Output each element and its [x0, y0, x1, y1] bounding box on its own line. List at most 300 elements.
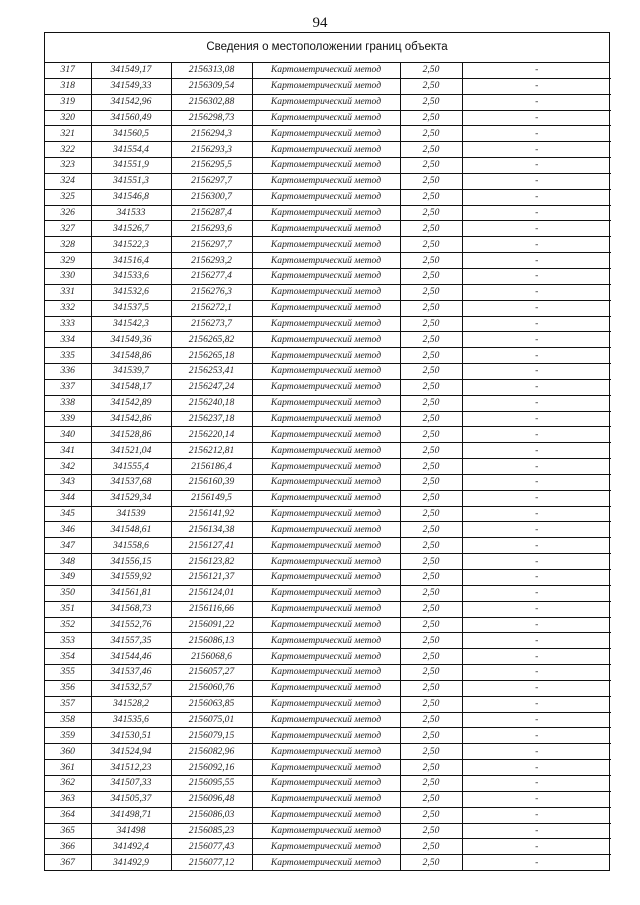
table-row: [45, 744, 611, 760]
y-coordinate-cell: 2156141,92: [171, 506, 252, 522]
method-cell: Картометрический метод: [252, 538, 400, 554]
point-number-cell: 328: [45, 237, 91, 253]
table-row: [45, 791, 611, 807]
x-coordinate-cell: 341537,46: [91, 665, 171, 681]
table-row: [45, 142, 611, 158]
point-number-cell: 356: [45, 680, 91, 696]
x-coordinate-cell: 341516,4: [91, 253, 171, 269]
accuracy-cell: 2,50: [400, 633, 462, 649]
method-cell: Картометрический метод: [252, 427, 400, 443]
x-coordinate-cell: 341555,4: [91, 459, 171, 475]
point-number-cell: 360: [45, 744, 91, 760]
method-cell: Картометрический метод: [252, 300, 400, 316]
y-coordinate-cell: 2156294,3: [171, 126, 252, 142]
accuracy-cell: 2,50: [400, 680, 462, 696]
y-coordinate-cell: 2156293,6: [171, 221, 252, 237]
table-row: [45, 379, 611, 395]
x-coordinate-cell: 341535,6: [91, 712, 171, 728]
accuracy-cell: 2,50: [400, 855, 462, 870]
method-cell: Картометрический метод: [252, 649, 400, 665]
point-number-cell: 338: [45, 395, 91, 411]
x-coordinate-cell: 341548,17: [91, 379, 171, 395]
x-coordinate-cell: 341557,35: [91, 633, 171, 649]
x-coordinate-cell: 341539: [91, 506, 171, 522]
accuracy-cell: 2,50: [400, 807, 462, 823]
accuracy-cell: 2,50: [400, 332, 462, 348]
table-row: [45, 205, 611, 221]
point-number-cell: 326: [45, 205, 91, 221]
point-number-cell: 362: [45, 775, 91, 791]
y-coordinate-cell: 2156186,4: [171, 459, 252, 475]
x-coordinate-cell: 341537,68: [91, 474, 171, 490]
accuracy-cell: 2,50: [400, 728, 462, 744]
y-coordinate-cell: 2156293,2: [171, 253, 252, 269]
method-cell: Картометрический метод: [252, 332, 400, 348]
table-row: [45, 490, 611, 506]
point-number-cell: 322: [45, 142, 91, 158]
accuracy-cell: 2,50: [400, 110, 462, 126]
x-coordinate-cell: 341533,6: [91, 268, 171, 284]
point-number-cell: 365: [45, 823, 91, 839]
y-coordinate-cell: 2156077,43: [171, 839, 252, 855]
x-coordinate-cell: 341548,86: [91, 348, 171, 364]
table-row: [45, 855, 611, 870]
accuracy-cell: 2,50: [400, 839, 462, 855]
point-number-cell: 352: [45, 617, 91, 633]
description-cell: -: [462, 443, 611, 459]
y-coordinate-cell: 2156068,6: [171, 649, 252, 665]
table-row: [45, 601, 611, 617]
table-row: [45, 728, 611, 744]
description-cell: -: [462, 791, 611, 807]
method-cell: Картометрический метод: [252, 395, 400, 411]
y-coordinate-cell: 2156309,54: [171, 78, 252, 94]
y-coordinate-cell: 2156077,12: [171, 855, 252, 870]
y-coordinate-cell: 2156265,18: [171, 348, 252, 364]
description-cell: -: [462, 855, 611, 870]
table-row: [45, 554, 611, 570]
accuracy-cell: 2,50: [400, 411, 462, 427]
accuracy-cell: 2,50: [400, 760, 462, 776]
x-coordinate-cell: 341542,3: [91, 316, 171, 332]
description-cell: -: [462, 585, 611, 601]
y-coordinate-cell: 2156095,55: [171, 775, 252, 791]
method-cell: Картометрический метод: [252, 680, 400, 696]
accuracy-cell: 2,50: [400, 791, 462, 807]
table-body: [45, 63, 611, 870]
method-cell: Картометрический метод: [252, 126, 400, 142]
accuracy-cell: 2,50: [400, 522, 462, 538]
y-coordinate-cell: 2156123,82: [171, 554, 252, 570]
y-coordinate-cell: 2156134,38: [171, 522, 252, 538]
point-number-cell: 340: [45, 427, 91, 443]
x-coordinate-cell: 341559,92: [91, 570, 171, 586]
accuracy-cell: 2,50: [400, 775, 462, 791]
accuracy-cell: 2,50: [400, 506, 462, 522]
y-coordinate-cell: 2156313,08: [171, 63, 252, 78]
x-coordinate-cell: 341542,86: [91, 411, 171, 427]
method-cell: Картометрический метод: [252, 158, 400, 174]
y-coordinate-cell: 2156149,5: [171, 490, 252, 506]
table-row: [45, 570, 611, 586]
x-coordinate-cell: 341549,33: [91, 78, 171, 94]
description-cell: -: [462, 395, 611, 411]
method-cell: Картометрический метод: [252, 94, 400, 110]
method-cell: Картометрический метод: [252, 760, 400, 776]
method-cell: Картометрический метод: [252, 839, 400, 855]
method-cell: Картометрический метод: [252, 807, 400, 823]
x-coordinate-cell: 341542,89: [91, 395, 171, 411]
table-row: [45, 158, 611, 174]
table-row: [45, 474, 611, 490]
description-cell: -: [462, 221, 611, 237]
method-cell: Картометрический метод: [252, 855, 400, 870]
y-coordinate-cell: 2156086,13: [171, 633, 252, 649]
description-cell: -: [462, 506, 611, 522]
table-row: [45, 253, 611, 269]
point-number-cell: 336: [45, 364, 91, 380]
accuracy-cell: 2,50: [400, 78, 462, 94]
y-coordinate-cell: 2156121,37: [171, 570, 252, 586]
point-number-cell: 357: [45, 696, 91, 712]
x-coordinate-cell: 341552,76: [91, 617, 171, 633]
y-coordinate-cell: 2156300,7: [171, 189, 252, 205]
accuracy-cell: 2,50: [400, 459, 462, 475]
x-coordinate-cell: 341556,15: [91, 554, 171, 570]
point-number-cell: 361: [45, 760, 91, 776]
point-number-cell: 323: [45, 158, 91, 174]
accuracy-cell: 2,50: [400, 823, 462, 839]
x-coordinate-cell: 341548,61: [91, 522, 171, 538]
table-row: [45, 427, 611, 443]
point-number-cell: 317: [60, 64, 75, 76]
description-cell: -: [462, 411, 611, 427]
point-number-cell: 353: [45, 633, 91, 649]
table-row: [45, 78, 611, 94]
method-cell: Картометрический метод: [252, 823, 400, 839]
table-row: [45, 585, 611, 601]
point-number-cell: 358: [45, 712, 91, 728]
accuracy-cell: 2,50: [400, 126, 462, 142]
boundary-coordinates-table: [45, 63, 611, 870]
y-coordinate-cell: 2156082,96: [171, 744, 252, 760]
accuracy-cell: 2,50: [400, 379, 462, 395]
x-coordinate-cell: 341522,3: [91, 237, 171, 253]
x-coordinate-cell: 341521,04: [91, 443, 171, 459]
method-cell: Картометрический метод: [252, 665, 400, 681]
accuracy-cell: 2,50: [400, 665, 462, 681]
method-cell: Картометрический метод: [252, 570, 400, 586]
point-number-cell: 332: [45, 300, 91, 316]
point-number-cell: 363: [45, 791, 91, 807]
method-cell: Картометрический метод: [252, 173, 400, 189]
point-number-cell: 325: [45, 189, 91, 205]
point-number-cell: 344: [45, 490, 91, 506]
y-coordinate-cell: 2156276,3: [171, 284, 252, 300]
table-row: [45, 633, 611, 649]
method-cell: Картометрический метод: [252, 522, 400, 538]
table-row: [45, 775, 611, 791]
method-cell: Картометрический метод: [252, 284, 400, 300]
table-row: [45, 189, 611, 205]
x-coordinate-cell: 341492,4: [91, 839, 171, 855]
accuracy-cell: 2,50: [400, 189, 462, 205]
method-cell: Картометрический метод: [252, 712, 400, 728]
y-coordinate-cell: 2156240,18: [171, 395, 252, 411]
point-number-cell: 349: [45, 570, 91, 586]
description-cell: -: [462, 268, 611, 284]
point-number-cell: 346: [45, 522, 91, 538]
page-number: 94: [312, 15, 328, 31]
y-coordinate-cell: 2156287,4: [171, 205, 252, 221]
accuracy-cell: 2,50: [400, 364, 462, 380]
y-coordinate-cell: 2156247,24: [171, 379, 252, 395]
y-coordinate-cell: 2156297,7: [171, 237, 252, 253]
method-cell: Картометрический метод: [252, 728, 400, 744]
x-coordinate-cell: 341498,71: [91, 807, 171, 823]
point-number-cell: 333: [45, 316, 91, 332]
accuracy-cell: 2,50: [400, 443, 462, 459]
accuracy-cell: 2,50: [400, 601, 462, 617]
method-cell: Картометрический метод: [252, 142, 400, 158]
point-number-cell: 364: [45, 807, 91, 823]
accuracy-cell: 2,50: [400, 94, 462, 110]
description-cell: -: [462, 126, 611, 142]
description-cell: -: [462, 348, 611, 364]
point-number-cell: 324: [45, 173, 91, 189]
x-coordinate-cell: 341546,8: [91, 189, 171, 205]
x-coordinate-cell: 341528,2: [91, 696, 171, 712]
x-coordinate-cell: 341524,94: [91, 744, 171, 760]
point-number-cell: 331: [45, 284, 91, 300]
table-row: [45, 443, 611, 459]
y-coordinate-cell: 2156124,01: [171, 585, 252, 601]
method-cell: Картометрический метод: [252, 237, 400, 253]
table-row: [45, 300, 611, 316]
point-number-cell: 339: [45, 411, 91, 427]
x-coordinate-cell: 341498: [91, 823, 171, 839]
table-row: [45, 712, 611, 728]
x-coordinate-cell: 341558,6: [91, 538, 171, 554]
table-row: [45, 63, 611, 78]
y-coordinate-cell: 2156220,14: [171, 427, 252, 443]
description-cell: -: [462, 696, 611, 712]
point-number-cell: 354: [45, 649, 91, 665]
table-row: [45, 617, 611, 633]
method-cell: Картометрический метод: [252, 205, 400, 221]
y-coordinate-cell: 2156096,48: [171, 791, 252, 807]
method-cell: Картометрический метод: [252, 364, 400, 380]
y-coordinate-cell: 2156075,01: [171, 712, 252, 728]
table-title: Сведения о местоположении границ объекта: [45, 33, 609, 63]
x-coordinate-cell: 341528,86: [91, 427, 171, 443]
description-cell: -: [462, 490, 611, 506]
accuracy-cell: 2,50: [400, 173, 462, 189]
y-coordinate-cell: 2156079,15: [171, 728, 252, 744]
x-coordinate-cell: 341554,4: [91, 142, 171, 158]
accuracy-cell: 2,50: [400, 205, 462, 221]
point-number-cell: 343: [45, 474, 91, 490]
description-cell: -: [462, 78, 611, 94]
y-coordinate-cell: 2156092,16: [171, 760, 252, 776]
point-number-cell: 330: [45, 268, 91, 284]
point-number-cell: 318: [45, 78, 91, 94]
y-coordinate-cell: 2156127,41: [171, 538, 252, 554]
table-row: [45, 696, 611, 712]
y-coordinate-cell: 2156277,4: [171, 268, 252, 284]
y-coordinate-cell: 2156253,41: [171, 364, 252, 380]
description-cell: -: [462, 300, 611, 316]
accuracy-cell: 2,50: [400, 142, 462, 158]
description-cell: -: [462, 807, 611, 823]
y-coordinate-cell: 2156298,73: [171, 110, 252, 126]
point-number-cell: 342: [45, 459, 91, 475]
description-cell: -: [462, 680, 611, 696]
description-cell: -: [462, 332, 611, 348]
table-row: [45, 665, 611, 681]
x-coordinate-cell: 341492,9: [91, 855, 171, 870]
point-number-cell: 321: [45, 126, 91, 142]
x-coordinate-cell: 341530,51: [91, 728, 171, 744]
point-number-cell: 355: [45, 665, 91, 681]
description-cell: -: [462, 744, 611, 760]
boundary-table-container: [44, 32, 610, 871]
method-cell: Картометрический метод: [252, 443, 400, 459]
x-coordinate-cell: 341549,36: [91, 332, 171, 348]
description-cell: -: [462, 522, 611, 538]
method-cell: Картометрический метод: [252, 379, 400, 395]
description-cell: -: [462, 728, 611, 744]
point-number-cell: 320: [45, 110, 91, 126]
x-coordinate-cell: 341560,49: [91, 110, 171, 126]
x-coordinate-cell: 341526,7: [91, 221, 171, 237]
accuracy-cell: 2,50: [400, 696, 462, 712]
description-cell: -: [462, 379, 611, 395]
method-cell: Картометрический метод: [252, 617, 400, 633]
accuracy-cell: 2,50: [400, 554, 462, 570]
x-coordinate-cell: 341529,34: [91, 490, 171, 506]
accuracy-cell: 2,50: [400, 474, 462, 490]
accuracy-cell: 2,50: [400, 427, 462, 443]
description-cell: -: [462, 554, 611, 570]
table-row: [45, 459, 611, 475]
method-cell: Картометрический метод: [252, 253, 400, 269]
description-cell: -: [462, 617, 611, 633]
y-coordinate-cell: 2156116,66: [171, 601, 252, 617]
point-number-cell: 359: [45, 728, 91, 744]
y-coordinate-cell: 2156265,82: [171, 332, 252, 348]
method-cell: Картометрический метод: [252, 459, 400, 475]
description-cell: -: [462, 760, 611, 776]
accuracy-cell: 2,50: [400, 395, 462, 411]
description-cell: -: [462, 284, 611, 300]
method-cell: Картометрический метод: [252, 490, 400, 506]
accuracy-cell: 2,50: [400, 490, 462, 506]
point-number-cell: 347: [45, 538, 91, 554]
x-coordinate-cell: 341544,46: [91, 649, 171, 665]
description-cell: -: [462, 189, 611, 205]
point-number-cell: 350: [45, 585, 91, 601]
accuracy-cell: 2,50: [400, 63, 462, 78]
description-cell: -: [462, 427, 611, 443]
table-row: [45, 364, 611, 380]
method-cell: Картометрический метод: [252, 791, 400, 807]
accuracy-cell: 2,50: [400, 585, 462, 601]
table-row: [45, 807, 611, 823]
description-cell: -: [462, 459, 611, 475]
point-number-cell: 335: [45, 348, 91, 364]
y-coordinate-cell: 2156160,39: [171, 474, 252, 490]
table-row: [45, 522, 611, 538]
method-cell: Картометрический метод: [252, 63, 400, 78]
table-row: [45, 680, 611, 696]
description-cell: -: [462, 601, 611, 617]
accuracy-cell: 2,50: [400, 649, 462, 665]
method-cell: Картометрический метод: [252, 775, 400, 791]
description-cell: -: [462, 823, 611, 839]
table-row: [45, 348, 611, 364]
x-coordinate-cell: 341533: [91, 205, 171, 221]
y-coordinate-cell: 2156212,81: [171, 443, 252, 459]
x-coordinate-cell: 341505,37: [91, 791, 171, 807]
method-cell: Картометрический метод: [252, 585, 400, 601]
method-cell: Картометрический метод: [252, 78, 400, 94]
table-row: [45, 395, 611, 411]
table-row: [45, 538, 611, 554]
point-number-cell: 345: [45, 506, 91, 522]
accuracy-cell: 2,50: [400, 538, 462, 554]
description-cell: -: [462, 158, 611, 174]
x-coordinate-cell: 341532,57: [91, 680, 171, 696]
y-coordinate-cell: 2156091,22: [171, 617, 252, 633]
x-coordinate-cell: 341551,3: [91, 173, 171, 189]
description-cell: -: [462, 712, 611, 728]
x-coordinate-cell: 341532,6: [91, 284, 171, 300]
description-cell: -: [462, 839, 611, 855]
x-coordinate-cell: 341542,96: [91, 94, 171, 110]
y-coordinate-cell: 2156057,27: [171, 665, 252, 681]
accuracy-cell: 2,50: [400, 617, 462, 633]
accuracy-cell: 2,50: [400, 744, 462, 760]
y-coordinate-cell: 2156293,3: [171, 142, 252, 158]
description-cell: -: [462, 570, 611, 586]
table-row: [45, 649, 611, 665]
x-coordinate-cell: 341551,9: [91, 158, 171, 174]
description-cell: -: [462, 142, 611, 158]
point-number-cell: 329: [45, 253, 91, 269]
description-cell: -: [462, 205, 611, 221]
description-cell: -: [462, 63, 611, 78]
table-row: [45, 506, 611, 522]
method-cell: Картометрический метод: [252, 189, 400, 205]
method-cell: Картометрический метод: [252, 474, 400, 490]
description-cell: -: [462, 237, 611, 253]
x-coordinate-cell: 341568,73: [91, 601, 171, 617]
y-coordinate-cell: 2156273,7: [171, 316, 252, 332]
point-number-cell: 319: [45, 94, 91, 110]
table-row: [45, 94, 611, 110]
table-row: [45, 126, 611, 142]
accuracy-cell: 2,50: [400, 316, 462, 332]
description-cell: -: [462, 665, 611, 681]
method-cell: Картометрический метод: [252, 268, 400, 284]
point-number-cell: 341: [45, 443, 91, 459]
y-coordinate-cell: 2156272,1: [171, 300, 252, 316]
description-cell: -: [462, 775, 611, 791]
y-coordinate-cell: 2156063,85: [171, 696, 252, 712]
x-coordinate-cell: 341537,5: [91, 300, 171, 316]
table-row: [45, 110, 611, 126]
